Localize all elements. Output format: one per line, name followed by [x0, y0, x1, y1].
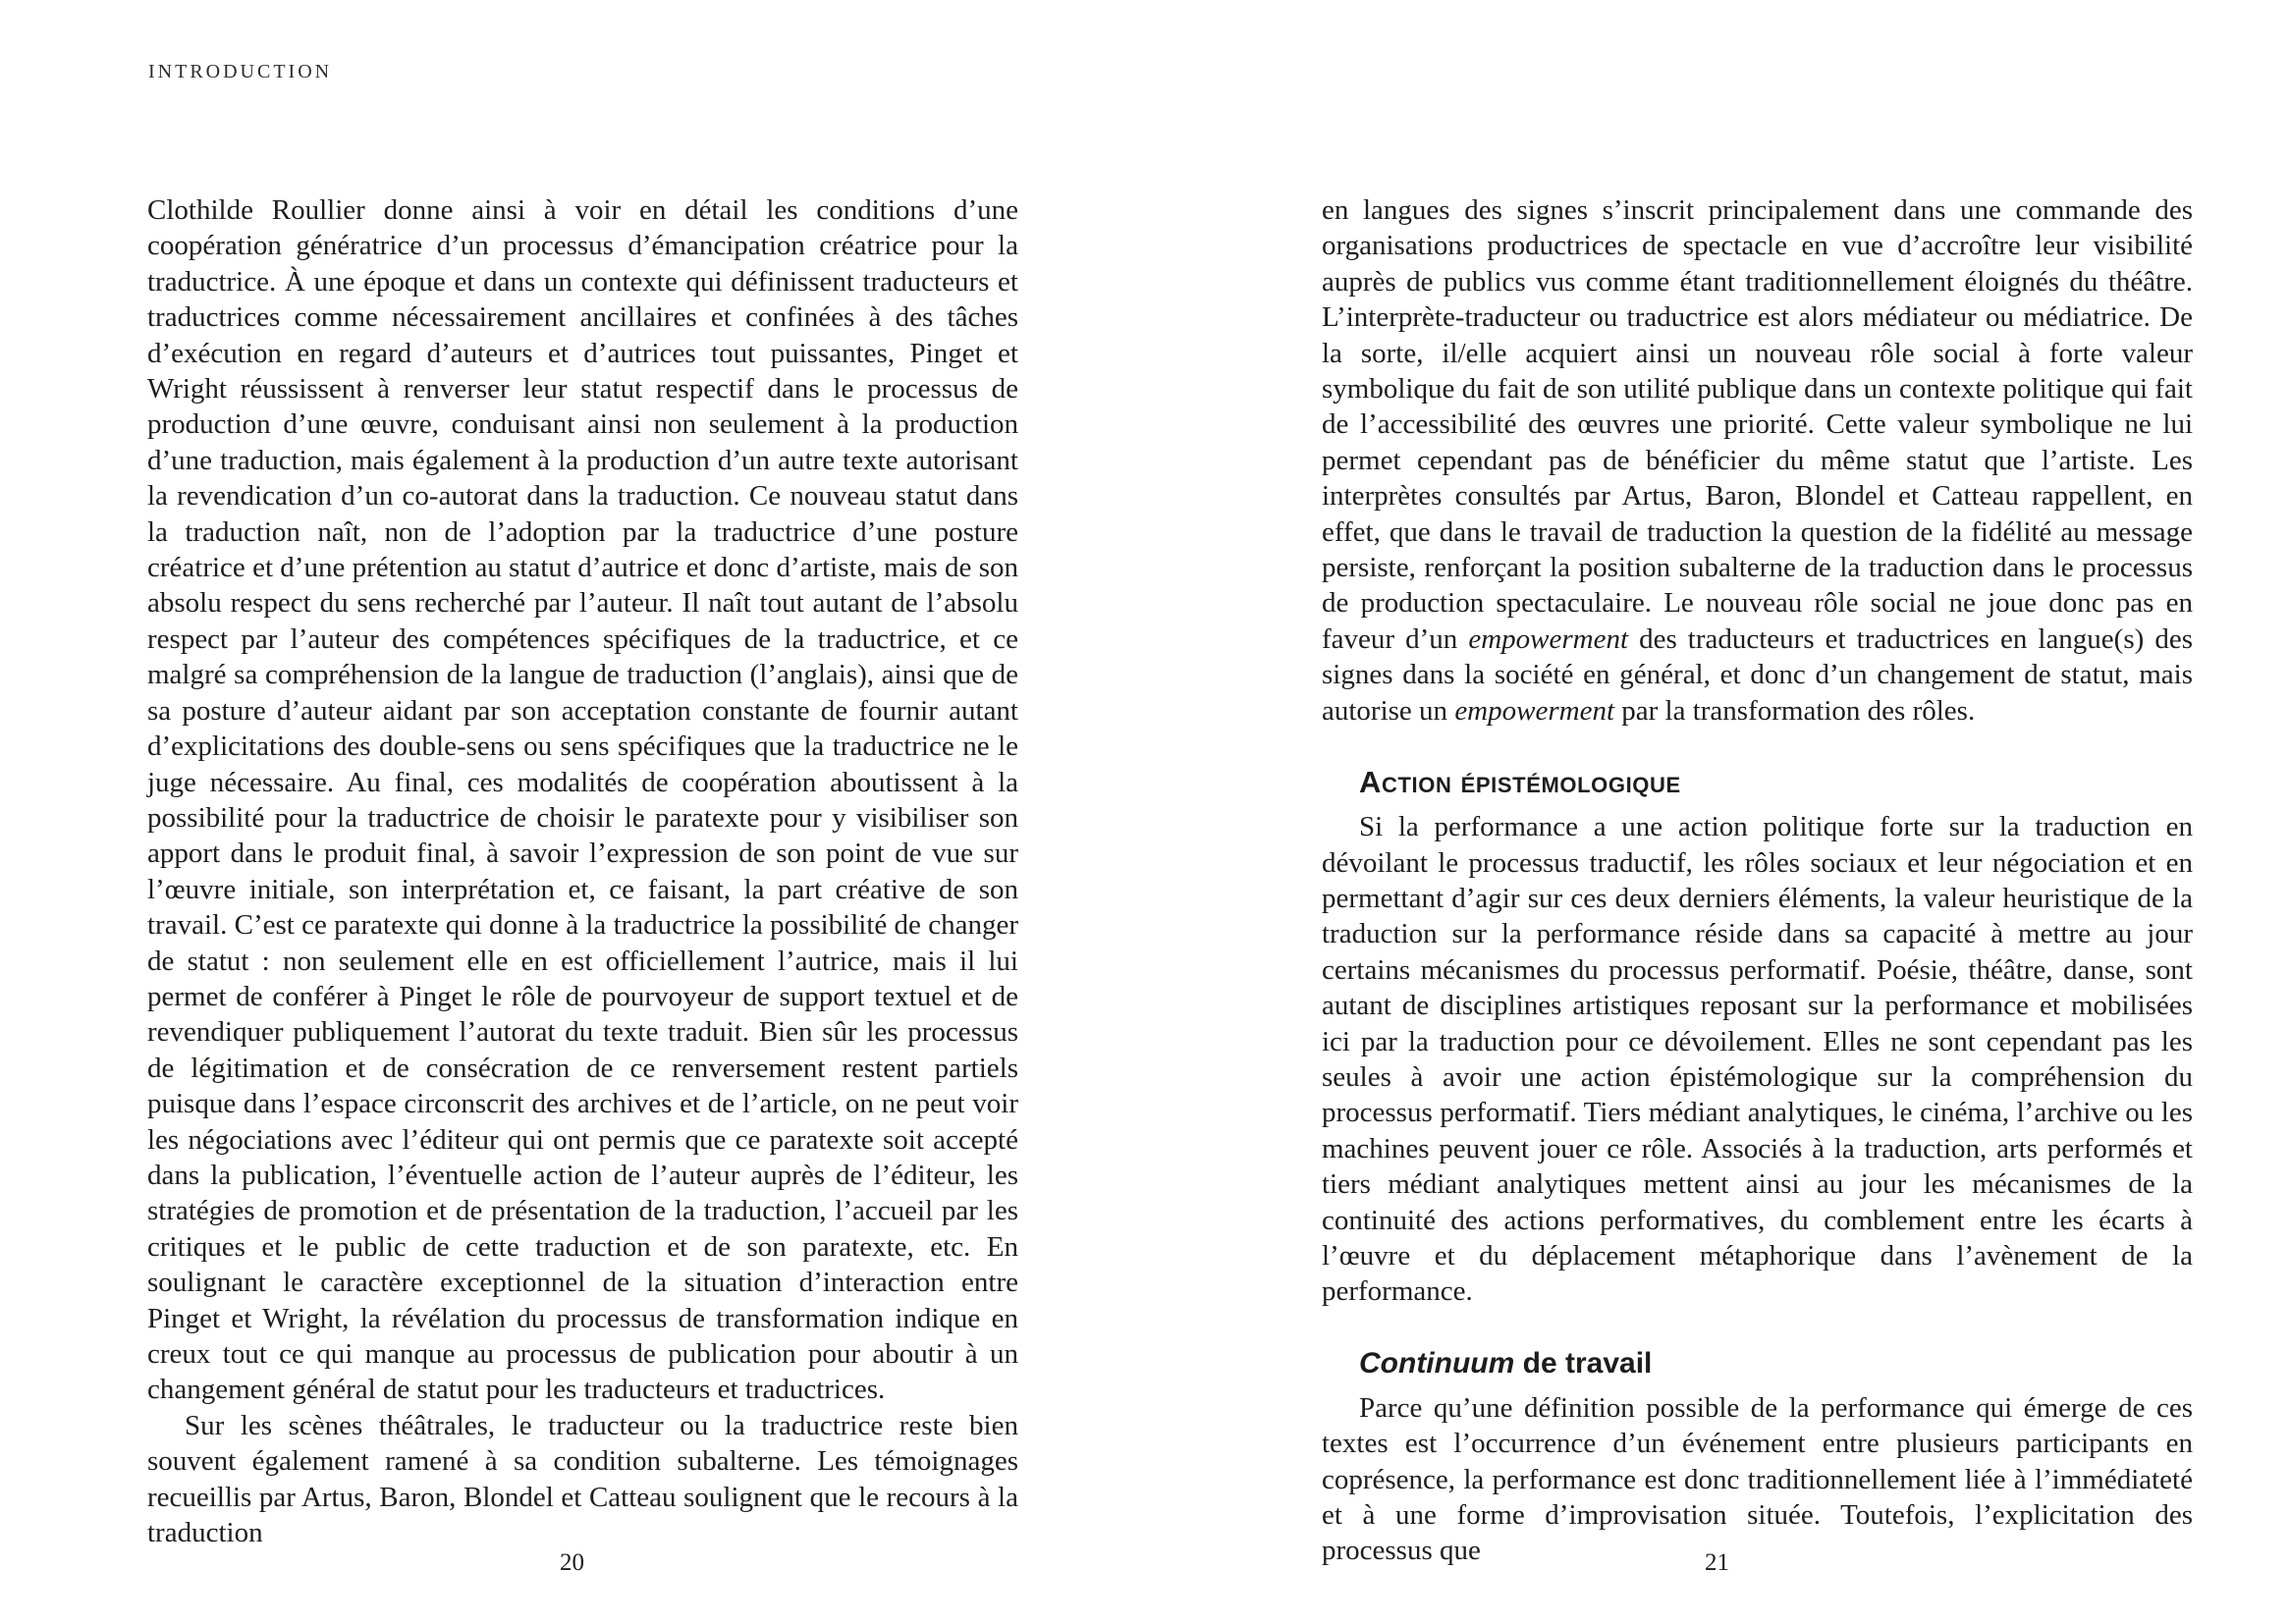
paragraph: Clothilde Roullier donne ainsi à voir en détail les conditions d’une coopération génératrice d’un processus d’émancipation créatrice pour la traductrice. À une époque et dans un contexte qui définissent traducteurs et traductrices comme nécessairement ancillaires et confinées à des tâches d’exécution en regard d’auteurs et d’autrices tout puissantes, Pinget et Wright réussissent à renverser leur statut respectif dans le processus de production d’une œuvre, conduisant ainsi non seulement à la production d’une traduction, mais également à la production d’un autre texte autorisant la revendication d’un co-autorat dans la traduction. Ce nouveau statut dans la traduction naît, non de l’adoption par la traductrice d’une posture créatrice et d’une prétention au statut d’autrice et donc d’artiste, mais de son absolu respect du sens recherché par l’auteur. Il naît tout autant de l’absolu respect par l’auteur des compétences spécifiques de la traductrice, et ce malgré sa compréhension de la langue de traduction (l’anglais), ainsi que de sa posture d’auteur aidant par son acceptation constante de fournir autant d’explicitations des double-sens ou sens spécifiques que la traductrice ne le juge nécessaire. Au final, ces modalités de coopération aboutissent à la possibilité pour la traductrice de choisir le paratexte pour y visibiliser son apport dans le produit final, à savoir l’expression de son point de vue sur l’œuvre initiale, son interprétation et, ce faisant, la part créative de son travail. C’est ce paratexte qui donne à la traductrice la possibilité de changer de statut : non seulement elle en est officiellement l’autrice, mais il lui permet de conférer à Pinget le rôle de pourvoyeur de support textuel et de revendiquer publiquement l’autorat du texte traduit. Bien sûr les processus de légitimation et de consécration de ce renversement restent partiels puisque dans l’espace circonscrit des archives et de l’article, on ne peut voir les négociations avec l’éditeur qui ont permis que ce paratexte soit accepté dans la publication, l’éventuelle action de l’auteur auprès de l’éditeur, les stratégies de promotion et de présentation de la traduction, l’accueil par les critiques et le public de cette traduction et de son paratexte, etc. En soulignant le caractère exceptionnel de la situation d’interaction entre Pinget et Wright, la révélation du processus de transformation indique en creux tout ce qui manque au processus de publication pour aboutir à un changement général de statut pour les traducteurs et traductrices.: [147, 194, 1018, 1406]
paragraph: Parce qu’une définition possible de la performance qui émerge de ces textes est l’occurrence d’un événement entre plusieurs participants en coprésence, la performance est donc traditionnellement liée à l’immédiateté et à une forme d’improvisation située. Toutefois, l’explicitation des processus que: [1322, 1391, 2193, 1567]
page-right: [1145, 0, 2289, 1624]
right-text-column: [1322, 192, 2193, 1569]
left-text-column: [147, 192, 1018, 1550]
section-heading-action-epistemologique: Action épistémologique: [1359, 765, 1681, 800]
page-left: [0, 0, 1144, 1624]
paragraph: Si la performance a une action politique forte sur la traduction en dévoilant le processus traductif, les rôles sociaux et leur négociation et en permettant d’agir sur ces deux derniers éléments, la valeur heuristique de la traduction sur la performance réside dans sa capacité à mettre au jour certains mécanismes du processus performatif. Poésie, théâtre, danse, sont autant de disciplines artistiques reposant sur la performance et mobilisées ici par la traduction pour ce dévoilement. Elles ne sont cependant pas les seules à avoir une action épistémologique sur la compréhension du processus performatif. Tiers médiant analytiques, le cinéma, l’archive ou les machines peuvent jouer ce rôle. Associés à la traduction, arts performés et tiers médiant analytiques mettent ainsi au jour les mécanismes de la continuité des actions performatives, du comblement entre les écarts à l’œuvre et du déplacement métaphorique dans l’avènement de la performance.: [1322, 811, 2193, 1308]
running-header: INTRODUCTION: [148, 61, 333, 82]
paragraph: en langues des signes s’inscrit principalement dans une commande des organisations productrices de spectacle en vue d’accroître leur visibilité auprès de publics vus comme étant traditionnellement éloignés du théâtre. L’interprète-traducteur ou traductrice est alors médiateur ou médiatrice. De la sorte, il/elle acquiert ainsi un nouveau rôle social à forte valeur symbolique du fait de son utilité publique dans un contexte politique qui fait de l’accessibilité des œuvres une priorité. Cette valeur symbolique ne lui permet cependant pas de bénéficier du même statut que l’artiste. Les interprètes consultés par Artus, Baron, Blondel et Catteau rappellent, en effet, que dans le travail de traduction la question de la fidélité au message persiste, renforçant la position subalterne de la traduction dans le processus de production spectaculaire. Le nouveau rôle social ne joue donc pas en faveur d’un empowerment des traducteurs et traductrices en langue(s) des signes dans la société en général, et donc d’un changement de statut, mais autorise un empowerment par la transformation des rôles.: [1322, 194, 2193, 727]
page-number-left: 20: [560, 1549, 584, 1576]
section-heading-continuum-de-travail: Continuum de travail: [1359, 1346, 1653, 1380]
paragraph: Sur les scènes théâtrales, le traducteur ou la traductrice reste bien souvent également ramené à sa condition subalterne. Les témoignages recueillis par Artus, Baron, Blondel et Catteau soulignent que le recours à la traduction: [147, 1409, 1018, 1549]
page-number-right: 21: [1705, 1549, 1729, 1576]
